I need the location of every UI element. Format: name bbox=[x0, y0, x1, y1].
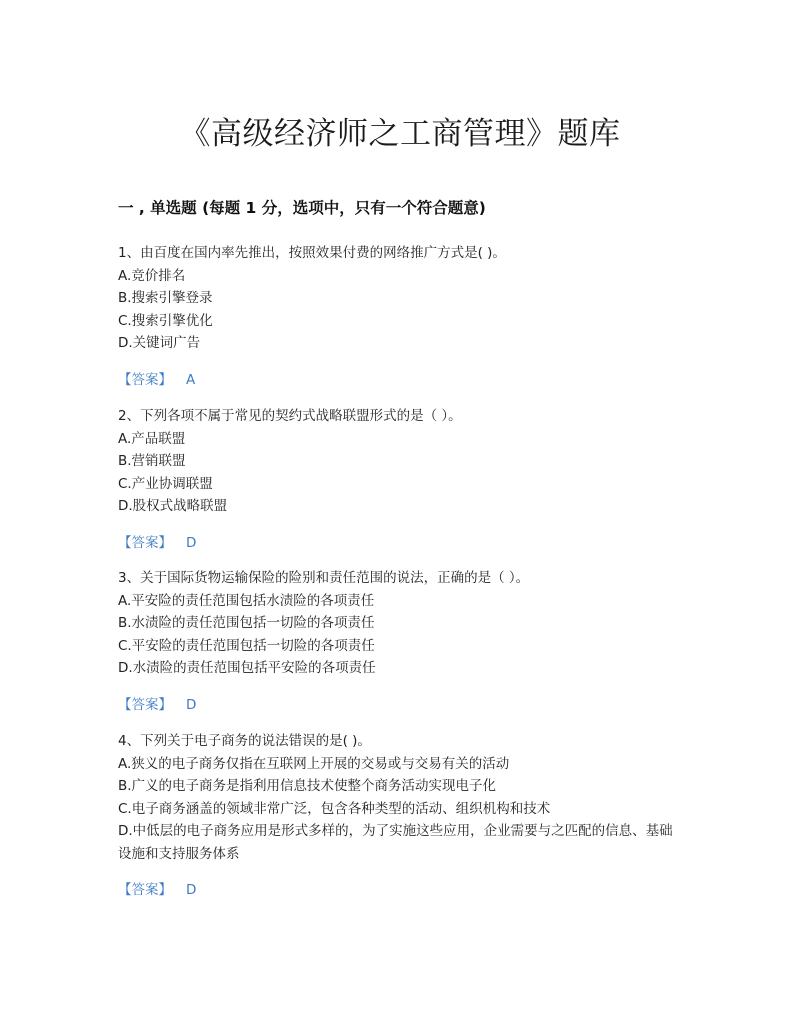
answer-value: D bbox=[186, 696, 197, 713]
document-title: 《高级经济师之工商管理》题库 bbox=[179, 116, 621, 152]
answer-label: 【答案】 bbox=[118, 534, 172, 551]
option-a: A.竞价排名 bbox=[118, 267, 186, 284]
answer-value: D bbox=[186, 534, 197, 551]
option-d: D.关键词广告 bbox=[118, 335, 201, 351]
question-stem: 4、下列关于电子商务的说法错误的是( )。 bbox=[118, 733, 371, 749]
option-d: D.股权式战略联盟 bbox=[118, 498, 228, 514]
answer-label: 【答案】 bbox=[118, 371, 172, 388]
question-2 bbox=[118, 405, 698, 554]
answer-row bbox=[118, 879, 698, 901]
option-c: C.搜索引擎优化 bbox=[118, 312, 213, 329]
question-3 bbox=[118, 567, 698, 716]
option-c: C.平安险的责任范围包括一切险的各项责任 bbox=[118, 637, 375, 654]
option-b: B.营销联盟 bbox=[118, 453, 186, 469]
question-stem: 3、关于国际货物运输保险的险别和责任范围的说法，正确的是（ ）。 bbox=[118, 570, 530, 586]
answer-row bbox=[118, 369, 698, 391]
question-stem: 1、由百度在国内率先推出，按照效果付费的网络推广方式是( )。 bbox=[118, 245, 506, 261]
answer-value: A bbox=[186, 371, 196, 388]
question-stem: 2、下列各项不属于常见的契约式战略联盟形式的是（ ）。 bbox=[118, 408, 462, 424]
question-4 bbox=[118, 730, 698, 901]
answer-value: D bbox=[186, 882, 197, 898]
answer-row bbox=[118, 694, 698, 716]
option-a: A.平安险的责任范围包括水渍险的各项责任 bbox=[118, 592, 375, 609]
option-c: C.电子商务涵盖的领域非常广泛，包含各种类型的活动、组织机构和技术 bbox=[118, 800, 551, 817]
option-c: C.产业协调联盟 bbox=[118, 475, 213, 492]
option-a: A.狭义的电子商务仅指在互联网上开展的交易或与交易有关的活动 bbox=[118, 755, 510, 772]
question-1 bbox=[118, 242, 698, 391]
answer-label: 【答案】 bbox=[118, 882, 172, 898]
answer-label: 【答案】 bbox=[118, 696, 172, 713]
option-b: B.广义的电子商务是指利用信息技术使整个商务活动实现电子化 bbox=[118, 778, 497, 794]
option-b: B.搜索引擎登录 bbox=[118, 290, 213, 306]
answer-row bbox=[118, 532, 698, 554]
option-d: D.中低层的电子商务应用是形式多样的，为了实施这些应用，企业需要与之匹配的信息、基础设施和支持服务体系 bbox=[118, 823, 673, 862]
section-heading: 一 , 单选题 (每题 1 分，选项中，只有一个符合题意) bbox=[118, 199, 486, 217]
option-b: B.水渍险的责任范围包括一切险的各项责任 bbox=[118, 615, 375, 631]
option-d: D.水渍险的责任范围包括平安险的各项责任 bbox=[118, 660, 376, 676]
option-a: A.产品联盟 bbox=[118, 430, 186, 447]
